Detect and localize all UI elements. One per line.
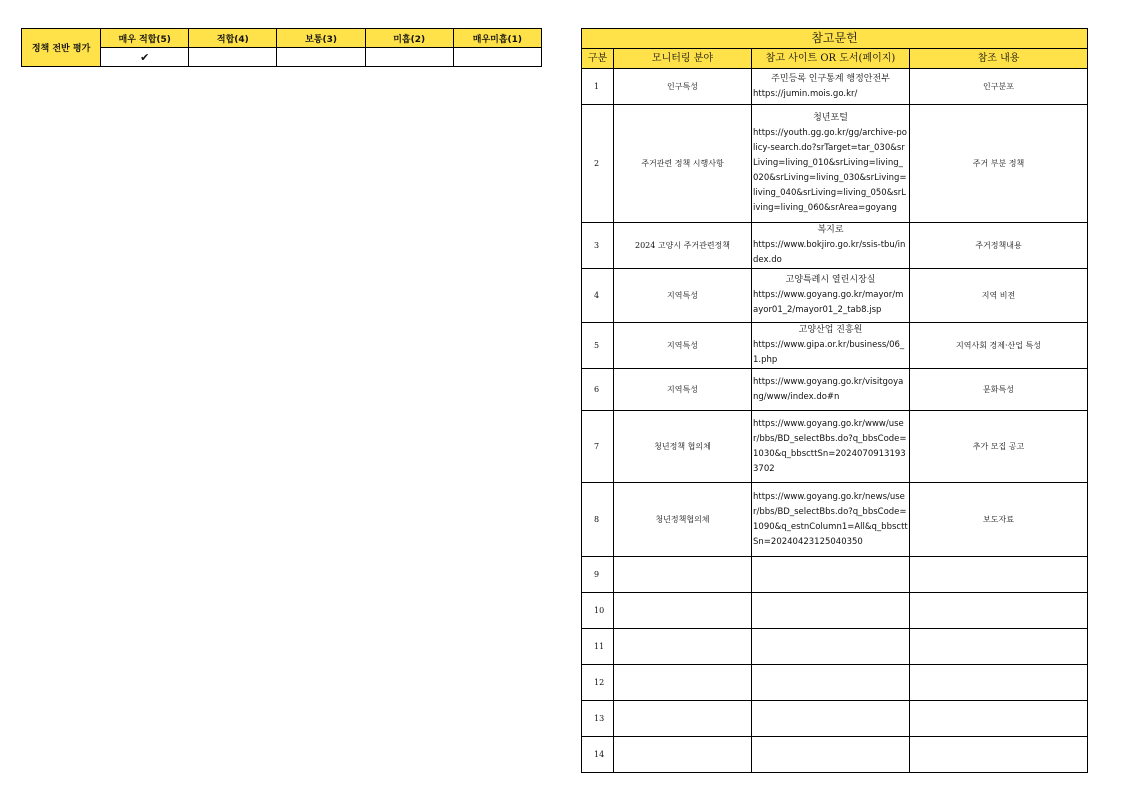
reference-field: [614, 665, 752, 701]
reference-content: 인구분포: [910, 69, 1088, 105]
reference-row: [582, 105, 1088, 223]
reference-field: 지역특성: [614, 369, 752, 411]
reference-number: 5: [582, 323, 614, 369]
references-title-row: [582, 29, 1088, 49]
reference-url-link[interactable]: https://jumin.mois.go.kr/: [753, 88, 858, 99]
reference-url-link[interactable]: https://www.goyang.go.kr/visitgoyang/www/index.do#n: [753, 376, 904, 402]
rating-normal-mark[interactable]: [277, 48, 365, 67]
reference-row: [582, 411, 1088, 483]
reference-url-link[interactable]: https://www.gipa.or.kr/business/06_1.php: [753, 340, 905, 365]
reference-content: 추가 모집 공고: [910, 411, 1088, 483]
reference-row: [582, 557, 1088, 593]
reference-site-cell: [752, 665, 910, 701]
reference-site-cell: [752, 701, 910, 737]
reference-number: 12: [582, 665, 614, 701]
reference-site-cell: [752, 557, 910, 593]
reference-number: 11: [582, 629, 614, 665]
reference-number: 13: [582, 701, 614, 737]
reference-field: 주거관련 정책 시행사항: [614, 105, 752, 223]
rating-normal-header: 보통(3): [277, 29, 365, 48]
reference-content: [910, 557, 1088, 593]
policy-evaluation-table: [21, 28, 542, 67]
reference-site-name: 고양산업 진흥원: [798, 325, 863, 335]
reference-field: [614, 701, 752, 737]
references-title: 참고문헌: [582, 29, 1088, 49]
reference-row: [582, 483, 1088, 557]
reference-url-link[interactable]: https://www.goyang.go.kr/www/user/bbs/BD_selectBbs.do?q_bbsCode=1030&q_bbscttSn=20240709131933702: [753, 418, 907, 474]
reference-number: 9: [582, 557, 614, 593]
reference-field: [614, 593, 752, 629]
reference-number: 7: [582, 411, 614, 483]
rating-insufficient-header: 미흡(2): [365, 29, 453, 48]
reference-number: 10: [582, 593, 614, 629]
rating-very-suitable-header: 매우 적합(5): [101, 29, 189, 48]
reference-content: 주거 부분 정책: [910, 105, 1088, 223]
reference-number: 6: [582, 369, 614, 411]
reference-site-cell: [752, 411, 910, 483]
reference-content: [910, 701, 1088, 737]
reference-number: 4: [582, 269, 614, 323]
reference-row: [582, 629, 1088, 665]
reference-content: [910, 737, 1088, 773]
references-table: [581, 28, 1088, 773]
reference-content: 지역사회 경제·산업 특성: [910, 323, 1088, 369]
reference-field: 청년정책협의체: [614, 483, 752, 557]
reference-content: 보도자료: [910, 483, 1088, 557]
reference-site-cell: [752, 737, 910, 773]
rating-insufficient-mark[interactable]: [365, 48, 453, 67]
reference-row: [582, 369, 1088, 411]
reference-number: 8: [582, 483, 614, 557]
reference-site-cell: [752, 223, 910, 269]
reference-url-link[interactable]: https://www.bokjiro.go.kr/ssis-tbu/index.do: [753, 240, 906, 265]
reference-field: [614, 629, 752, 665]
reference-site-name: 복지로: [817, 225, 844, 235]
header-reference-content: 참조 내용: [910, 49, 1088, 69]
reference-content: 문화특성: [910, 369, 1088, 411]
reference-number: 2: [582, 105, 614, 223]
reference-row: [582, 701, 1088, 737]
reference-field: 지역특성: [614, 269, 752, 323]
reference-number: 14: [582, 737, 614, 773]
reference-url-link[interactable]: https://youth.gg.go.kr/gg/archive-policy-search.do?srTarget=tar_030&srLiving=living_010&srLiving=living_020&srLiving=living_030&srLiving=living_040&srLiving=living_050&srLiving=living_060&srArea=goyang: [753, 128, 907, 213]
rating-very-suitable-mark[interactable]: ✔: [101, 48, 189, 67]
reference-site-cell: [752, 369, 910, 411]
reference-number: 1: [582, 69, 614, 105]
reference-url-link[interactable]: https://www.goyang.go.kr/news/user/bbs/BD_selectBbs.do?q_bbsCode=1090&q_estnColumn1=All&q_bbscttSn=20240423125040350: [753, 491, 908, 547]
references-body: [582, 69, 1088, 773]
reference-site-cell: [752, 105, 910, 223]
reference-row: [582, 269, 1088, 323]
reference-site-name: 주민등록 인구통계 행정안전부: [771, 73, 890, 84]
header-reference-site: 참고 사이트 OR 도서(페이지): [752, 49, 910, 69]
reference-field: 청년정책 협의체: [614, 411, 752, 483]
reference-site-name: 고양특례시 열린시장실: [785, 275, 876, 285]
reference-row: [582, 593, 1088, 629]
reference-field: 인구특성: [614, 69, 752, 105]
reference-site-cell: [752, 69, 910, 105]
reference-row: [582, 737, 1088, 773]
evaluation-row-label: 정책 전반 평가: [22, 29, 101, 67]
rating-suitable-header: 적합(4): [189, 29, 277, 48]
reference-content: 지역 비전: [910, 269, 1088, 323]
rating-very-insufficient-mark[interactable]: [453, 48, 541, 67]
reference-site-cell: [752, 629, 910, 665]
reference-number: 3: [582, 223, 614, 269]
reference-field: 지역특성: [614, 323, 752, 369]
header-monitoring-field: 모니터링 분야: [614, 49, 752, 69]
reference-site-cell: [752, 269, 910, 323]
rating-suitable-mark[interactable]: [189, 48, 277, 67]
reference-site-cell: [752, 323, 910, 369]
reference-row: [582, 69, 1088, 105]
reference-field: [614, 557, 752, 593]
reference-content: [910, 665, 1088, 701]
reference-content: [910, 593, 1088, 629]
reference-row: [582, 665, 1088, 701]
reference-url-link[interactable]: https://www.goyang.go.kr/mayor/mayor01_2/mayor01_2_tab8.jsp: [753, 290, 904, 315]
reference-field: 2024 고양시 주거관련정책: [614, 223, 752, 269]
reference-site-name: 청년포털: [813, 113, 848, 123]
reference-site-cell: [752, 593, 910, 629]
reference-row: [582, 323, 1088, 369]
reference-site-cell: [752, 483, 910, 557]
reference-field: [614, 737, 752, 773]
evaluation-header-row: [22, 29, 542, 48]
reference-content: 주거정책내용: [910, 223, 1088, 269]
reference-content: [910, 629, 1088, 665]
references-header-row: [582, 49, 1088, 69]
header-category: 구분: [582, 49, 614, 69]
rating-very-insufficient-header: 매우미흡(1): [453, 29, 541, 48]
reference-row: [582, 223, 1088, 269]
